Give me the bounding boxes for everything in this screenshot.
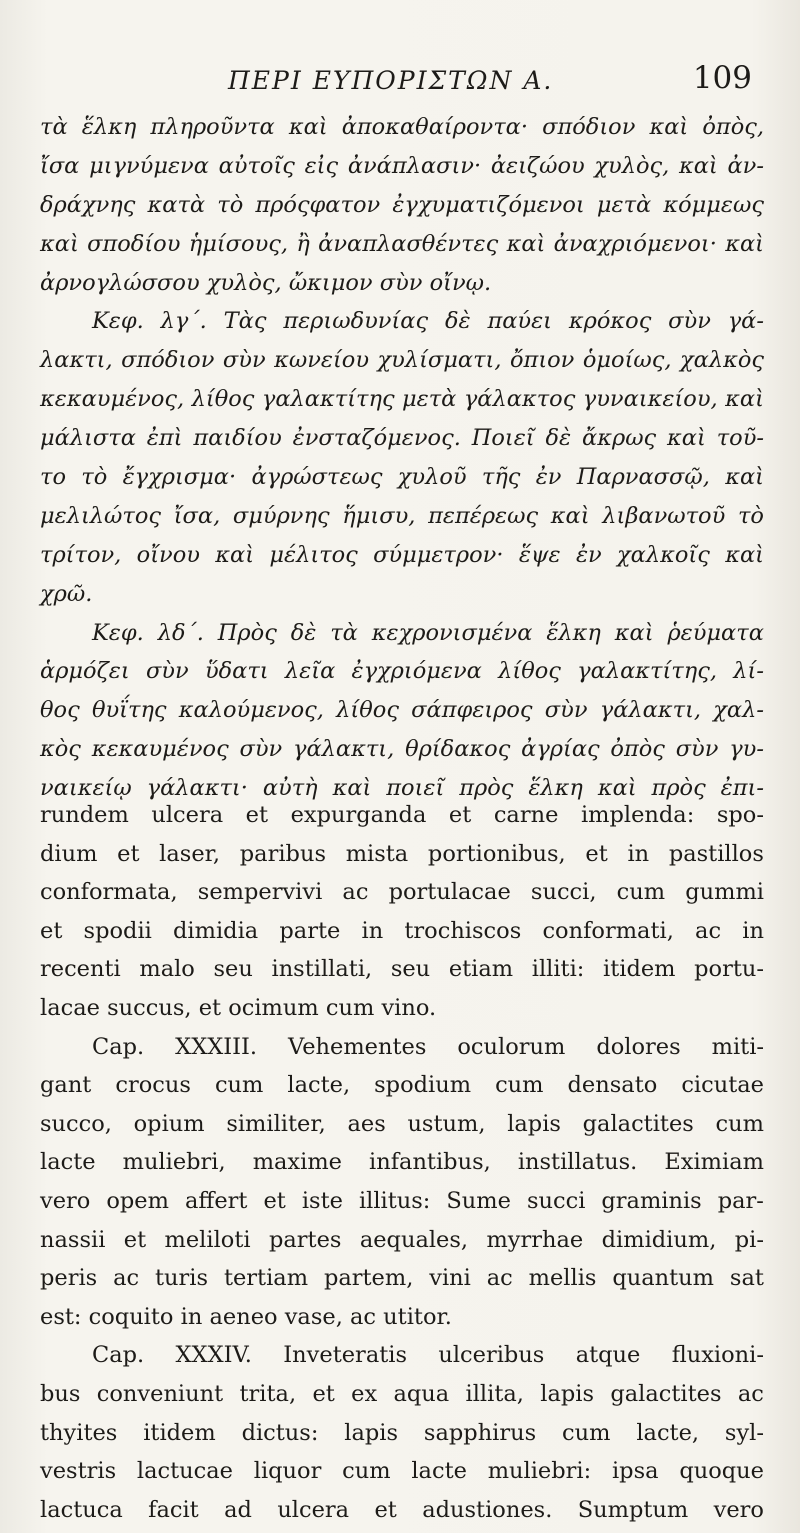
latin-text-line: recenti malo seu instillati, seu etiam illiti: itidem portu- <box>40 956 764 983</box>
latin-text-line: Cap. XXXIII. Vehementes oculorum dolores miti- <box>92 1033 764 1060</box>
greek-text-line: μάλιστα ἐπὶ παιδίου ἐνσταζόμενος. Ποιεῖ δὲ ἄκρως καὶ τοῦ- <box>40 425 764 452</box>
greek-text-line: τὰ ἕλκη πληροῦντα καὶ ἀποκαθαίροντα· σπόδιον καὶ ὀπὸς, <box>40 114 764 140</box>
running-title: ΠΕΡΙ ΕΥΠΟΡΙΣΤΩΝ Α. <box>228 66 554 95</box>
greek-text-line: το τὸ ἔγχρισμα· ἀγρώστεως χυλοῦ τῆς ἐν Παρνασσῷ, καὶ <box>40 464 764 491</box>
greek-text-line: ἴσα μιγνύμενα αὐτοῖς εἰς ἀνάπλασιν· ἀειζώου χυλὸς, καὶ ἀν- <box>40 152 764 179</box>
greek-text-line: θος θυΐτης καλούμενος, λίθος σάπφειρος σὺν γάλακτι, χαλ- <box>40 697 764 724</box>
latin-text-line: thyites itidem dictus: lapis sapphirus cum lacte, syl- <box>40 1419 764 1446</box>
latin-text-line: conformata, sempervivi ac portulacae succi, cum gummi <box>40 879 764 906</box>
latin-text-line: lacte muliebri, maxime infantibus, instillatus. Eximiam <box>40 1149 764 1176</box>
latin-text-line: bus conveniunt trita, et ex aqua illita, lapis galactites ac <box>40 1380 764 1407</box>
greek-text-line: τρίτον, οἴνου καὶ μέλιτος σύμμετρον· ἕψε ἐν χαλκοῖς καὶ <box>40 541 764 568</box>
latin-text-line: nassii et meliloti partes aequales, myrrhae dimidium, pi- <box>40 1226 764 1253</box>
greek-text-line: λακτι, σπόδιον σὺν κωνείου χυλίσματι, ὄπιον ὁμοίως, χαλκὸς <box>40 347 764 374</box>
latin-text-line: succo, opium similiter, aes ustum, lapis galactites cum <box>40 1110 764 1137</box>
latin-text-line: est: coquito in aeneo vase, ac utitor. <box>40 1303 452 1330</box>
greek-text-line: Κεφ. λγ΄. Τὰς περιωδυνίας δὲ παύει κρόκος σὺν γά- <box>92 308 764 335</box>
latin-text-line: peris ac turis tertiam partem, vini ac mellis quantum sat <box>40 1265 764 1292</box>
greek-text-line: κεκαυμένος, λίθος γαλακτίτης μετὰ γάλακτος γυναικείου, καὶ <box>40 386 764 413</box>
greek-text-line: χρῶ. <box>40 580 93 607</box>
latin-text-line: lacae succus, et ocimum cum vino. <box>40 994 437 1021</box>
latin-text-line: vestris lactucae liquor cum lacte muliebri: ipsa quoque <box>40 1458 764 1485</box>
greek-text-line: ἀρνογλώσσου χυλὸς, ὤκιμον σὺν οἴνῳ. <box>40 269 492 296</box>
latin-text-line: lactuca facit ad ulcera et adustiones. Sumptum vero <box>40 1496 764 1523</box>
running-head <box>0 60 800 108</box>
latin-text-block <box>40 796 764 1529</box>
greek-text-line: δράχνης κατὰ τὸ πρόςφατον ἐγχυματιζόμενοι μετὰ κόμμεως <box>40 191 764 218</box>
greek-text-line: μελιλώτος ἴσα, σμύρνης ἥμισυ, πεπέρεως καὶ λιβανωτοῦ τὸ <box>40 502 764 529</box>
page-number: 109 <box>692 60 752 96</box>
greek-text-line: ναικείῳ γάλακτι· αὐτὴ καὶ ποιεῖ πρὸς ἕλκη καὶ πρὸς ἐπι- <box>40 775 764 802</box>
latin-text-line: rundem ulcera et expurganda et carne implenda: spo- <box>40 802 764 828</box>
greek-text-block <box>40 108 764 808</box>
greek-text-line: κὸς κεκαυμένος σὺν γάλακτι, θρίδακος ἀγρίας ὀπὸς σὺν γυ- <box>40 736 764 763</box>
latin-text-line: et spodii dimidia parte in trochiscos conformati, ac in <box>40 917 764 944</box>
latin-text-line: dium et laser, paribus mista portionibus, et in pastillos <box>40 840 764 867</box>
latin-text-line: Cap. XXXIV. Inveteratis ulceribus atque fluxioni- <box>92 1342 764 1369</box>
latin-text-line: gant crocus cum lacte, spodium cum densato cicutae <box>40 1072 764 1099</box>
greek-text-line: ἁρμόζει σὺν ὕδατι λεῖα ἐγχριόμενα λίθος γαλακτίτης, λί- <box>40 658 764 685</box>
greek-text-line: Κεφ. λδ΄. Πρὸς δὲ τὰ κεχρονισμένα ἕλκη καὶ ῥεύματα <box>92 619 764 646</box>
greek-text-line: καὶ σποδίου ἡμίσους, ἢ ἀναπλασθέντες καὶ ἀναχριόμενοι· καὶ <box>40 230 764 257</box>
latin-text-line: vero opem affert et iste illitus: Sume succi graminis par- <box>40 1187 764 1214</box>
